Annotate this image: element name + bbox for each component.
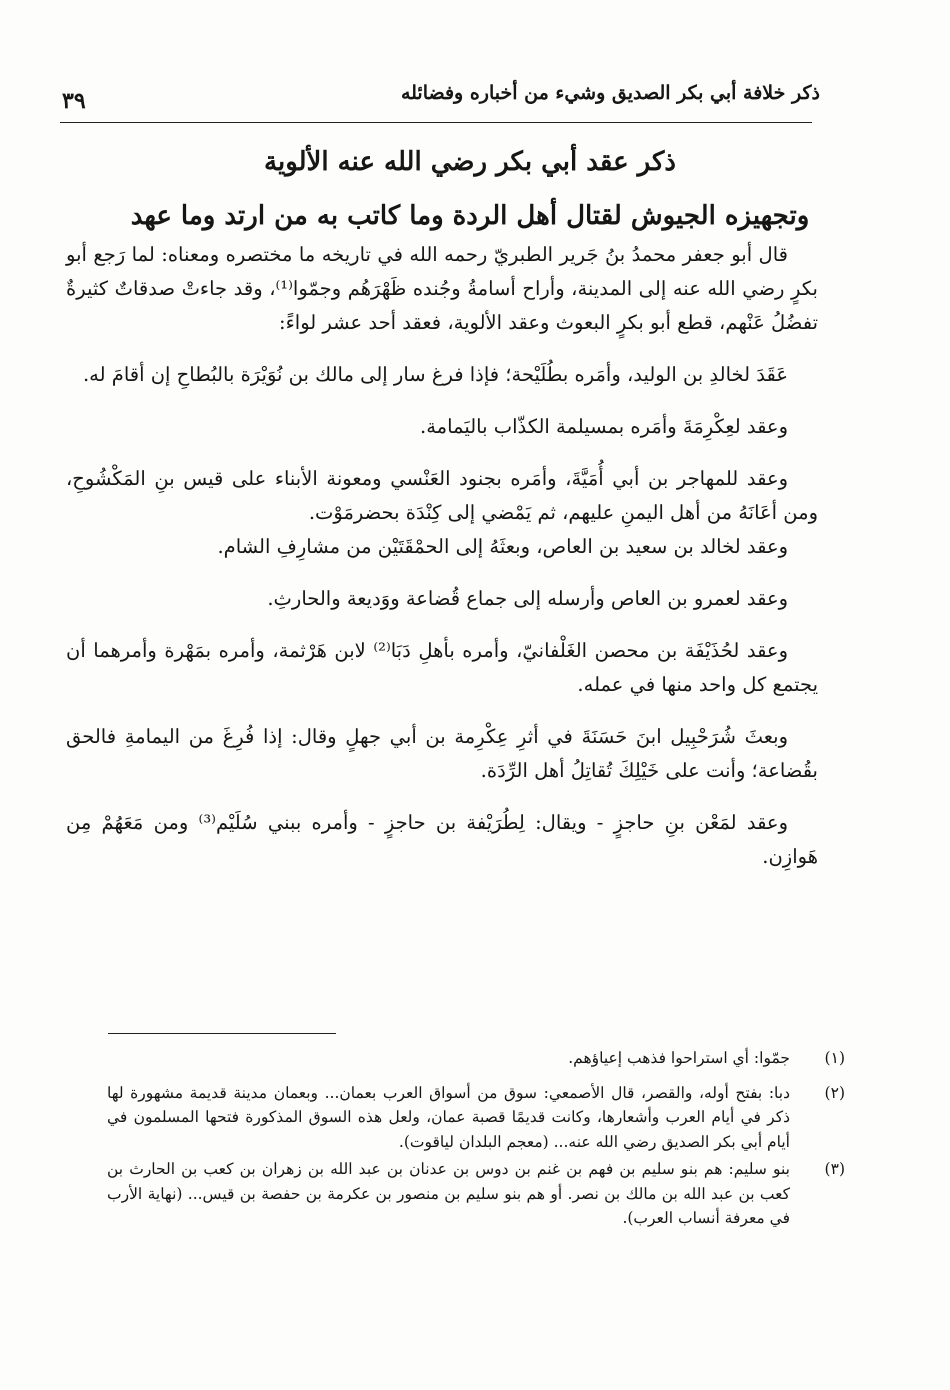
paragraph-shurahbil: وبعثَ شُرَحْبِيل ابنَ حَسَنَةَ في أثرِ عِكْرِمة بن أبي جهلٍ وقال: إذا فُرِغَ من اليمامةِ فالحق بقُضاعة؛ وأنت على خَيْلِكَ تُقاتِلُ أهل الرِّدَة. <box>66 725 818 782</box>
paragraph-muhajir: وعقد للمهاجر بن أبي أُمَيَّةَ، وأمَره بجنود العَنْسي ومعونة الأبناء على قيس بنِ المَكْشُوحِ، ومن أعَانَهُ من أهل اليمنِ عليهم، ثم يَمْضي إلى كِنْدَة بحضرمَوْت. <box>66 467 818 524</box>
footnote-item <box>107 1081 845 1155</box>
paragraph-hudhayfah: وعقد لحُذَيْفَة بن محصن الغَلْفانيّ، وأمره بأهلِ دَبَا⁽²⁾ لابن هَرْثمة، وأمره بمَهْرة وأمرهما أن يجتمع كل واحد منها في عمله. <box>66 639 818 696</box>
paragraph-man: وعقد لمَعْن بنِ حاجزٍ - ويقال: لِطُرَيْفة بن حاجزٍ - وأمره ببني سُلَيْم⁽³⁾ ومن مَعَهُمْ مِن هَوازِن. <box>66 811 818 868</box>
footnote-text: دبا: بفتح أوله، والقصر، قال الأصمعي: سوق من أسواق العرب بعمان... وبعمان مدينة قديمة مشهورة لها ذكر في أيام العرب وأشعارها، وكانت قديمًا قصبة عمان، ولعل هذه السوق المذكورة فتحها المسلمون في أيام أبي بكر الصديق رضي الله عنه... (معجم البلدان لياقوت). <box>107 1083 790 1151</box>
footnote-item <box>107 1046 845 1071</box>
footnote-text: بنو سليم: هم بنو سليم بن فهم بن غنم بن دوس بن عدنان بن عبد الله بن زهران بن كعب بن الحارث بن كعب بن عبد الله بن مالك بن نصر. أو هم بنو سليم بن منصور بن عكرمة بن حفصة بن قيس... (نهاية الأرب في معرفة أنساب العرب). <box>107 1160 790 1227</box>
chapter-title <box>120 135 820 243</box>
page-number: ٣٩ <box>62 88 86 114</box>
footnote-divider <box>108 1033 336 1034</box>
footnote-number: (٣) <box>824 1160 845 1178</box>
footnote-text: جمّوا: أي استراحوا فذهب إعياؤهم. <box>568 1049 790 1067</box>
footnote-number: (٢) <box>824 1083 845 1102</box>
paragraph-khalid: عَقَدَ لخالدِ بن الوليد، وأمَره بطُلَيْحة؛ فإذا فرغ سار إلى مالك بن نُوَيْرَة بالبُطاحِ إن أقامَ له. <box>82 363 788 386</box>
header-divider <box>60 122 812 123</box>
chapter-title-line-1: ذكر عقد أبي بكر رضي الله عنه الألوية <box>264 147 676 177</box>
paragraph-khalid-said: وعقد لخالد بن سعيد بن العاص، وبعثَهُ إلى الحمْقَتَيْن من مشارِفِ الشام. <box>217 535 788 558</box>
paragraph-amr: وعقد لعمرو بن العاص وأرسله إلى جماع قُضاعة ووَديعة والحارثِ. <box>267 587 788 610</box>
footnote-item <box>107 1157 845 1231</box>
paragraph-intro: قال أبو جعفر محمدُ بنُ جَرير الطبريّ رحمه الله في تاريخه ما مختصره ومعناه: لما رَجع أبو بكرٍ رضي الله عنه إلى المدينة، وأراح أسامةُ وجُنده ظَهْرَهُم وجمّوا⁽¹⁾، وقد جاءتْ صدقاتٌ كثيرةٌ تفضُلُ عَنْهم، قطع أبو بكرٍ البعوث وعقد الألوية، فعقد أحد عشر لواءً: <box>66 243 818 334</box>
paragraph-ikrimah: وعقد لعِكْرِمَةَ وأمَره بمسيلمة الكذّاب باليَمامة. <box>420 415 788 438</box>
running-header: ذكر خلافة أبي بكر الصديق وشيء من أخباره وفضائله <box>400 82 820 104</box>
footnote-number: (١) <box>824 1049 845 1067</box>
chapter-title-line-2: وتجهيزه الجيوش لقتال أهل الردة وما كاتب به من ارتد وما عهد <box>130 201 810 231</box>
footnotes <box>107 1046 845 1234</box>
main-text <box>66 238 818 874</box>
